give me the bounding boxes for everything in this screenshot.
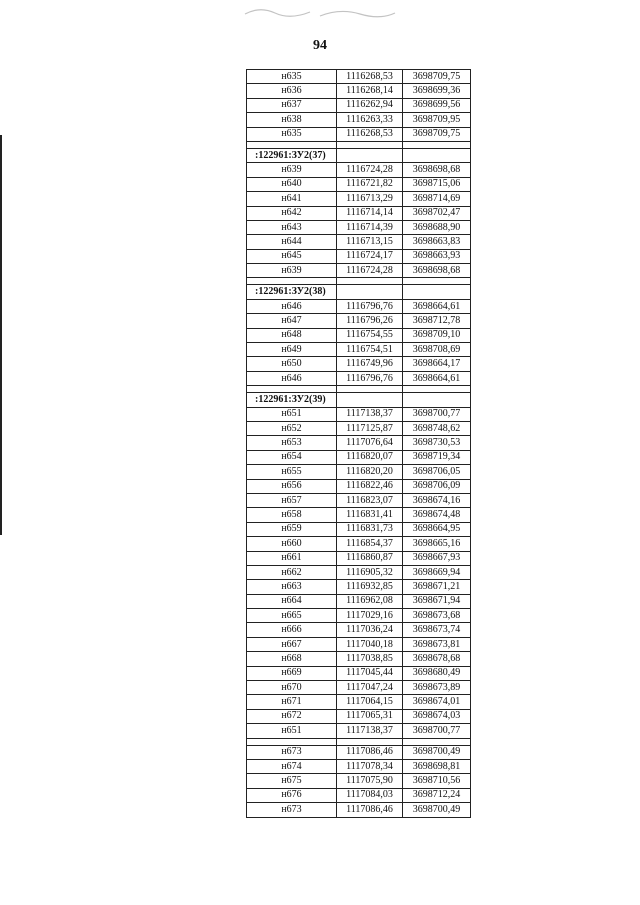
x-coordinate: 1116721,82 bbox=[337, 177, 403, 191]
y-coordinate: 3698700,77 bbox=[403, 407, 471, 421]
x-coordinate: 1116754,51 bbox=[337, 343, 403, 357]
plot-label: :122961:ЗУ2(37) bbox=[247, 148, 337, 162]
table-row bbox=[247, 357, 471, 371]
point-id: н673 bbox=[247, 745, 337, 759]
point-id: н646 bbox=[247, 299, 337, 313]
table-row bbox=[247, 249, 471, 263]
x-coordinate: 1116822,46 bbox=[337, 479, 403, 493]
x-coordinate: 1116263,33 bbox=[337, 113, 403, 127]
table-row bbox=[247, 479, 471, 493]
point-id: н643 bbox=[247, 220, 337, 234]
point-id: н664 bbox=[247, 594, 337, 608]
y-coordinate: 3698709,75 bbox=[403, 70, 471, 84]
empty-cell bbox=[337, 285, 403, 299]
y-coordinate: 3698700,49 bbox=[403, 803, 471, 817]
table-row bbox=[247, 465, 471, 479]
x-coordinate: 1117040,18 bbox=[337, 637, 403, 651]
plot-header-row bbox=[247, 393, 471, 407]
table-row bbox=[247, 264, 471, 278]
plot-label: :122961:ЗУ2(39) bbox=[247, 393, 337, 407]
x-coordinate: 1116724,28 bbox=[337, 163, 403, 177]
point-id: н670 bbox=[247, 681, 337, 695]
table-row bbox=[247, 328, 471, 342]
x-coordinate: 1117138,37 bbox=[337, 724, 403, 738]
table-row bbox=[247, 127, 471, 141]
table-row bbox=[247, 695, 471, 709]
table-row bbox=[247, 709, 471, 723]
point-id: н646 bbox=[247, 371, 337, 385]
page-number: 94 bbox=[313, 38, 327, 53]
empty-cell bbox=[337, 141, 403, 148]
table-row bbox=[247, 652, 471, 666]
y-coordinate: 3698709,75 bbox=[403, 127, 471, 141]
x-coordinate: 1116820,07 bbox=[337, 450, 403, 464]
empty-cell bbox=[247, 278, 337, 285]
x-coordinate: 1117038,85 bbox=[337, 652, 403, 666]
y-coordinate: 3698699,36 bbox=[403, 84, 471, 98]
spacer-row bbox=[247, 278, 471, 285]
table-row bbox=[247, 235, 471, 249]
y-coordinate: 3698748,62 bbox=[403, 421, 471, 435]
table-row bbox=[247, 666, 471, 680]
point-id: н672 bbox=[247, 709, 337, 723]
table-row bbox=[247, 580, 471, 594]
y-coordinate: 3698700,77 bbox=[403, 724, 471, 738]
empty-cell bbox=[403, 285, 471, 299]
table-row bbox=[247, 450, 471, 464]
y-coordinate: 3698674,03 bbox=[403, 709, 471, 723]
table-row bbox=[247, 803, 471, 817]
table-row bbox=[247, 681, 471, 695]
y-coordinate: 3698674,16 bbox=[403, 493, 471, 507]
table-row bbox=[247, 637, 471, 651]
empty-cell bbox=[337, 148, 403, 162]
point-id: н660 bbox=[247, 537, 337, 551]
y-coordinate: 3698673,89 bbox=[403, 681, 471, 695]
empty-cell bbox=[337, 393, 403, 407]
y-coordinate: 3698708,69 bbox=[403, 343, 471, 357]
point-id: н637 bbox=[247, 98, 337, 112]
coordinates-table bbox=[246, 69, 471, 818]
x-coordinate: 1116932,85 bbox=[337, 580, 403, 594]
point-id: н640 bbox=[247, 177, 337, 191]
y-coordinate: 3698674,48 bbox=[403, 508, 471, 522]
y-coordinate: 3698709,95 bbox=[403, 113, 471, 127]
y-coordinate: 3698671,21 bbox=[403, 580, 471, 594]
y-coordinate: 3698664,61 bbox=[403, 299, 471, 313]
x-coordinate: 1116831,73 bbox=[337, 522, 403, 536]
y-coordinate: 3698710,56 bbox=[403, 774, 471, 788]
x-coordinate: 1117084,03 bbox=[337, 788, 403, 802]
point-id: н671 bbox=[247, 695, 337, 709]
x-coordinate: 1117076,64 bbox=[337, 436, 403, 450]
y-coordinate: 3698715,06 bbox=[403, 177, 471, 191]
point-id: н652 bbox=[247, 421, 337, 435]
table-row bbox=[247, 113, 471, 127]
table-row bbox=[247, 299, 471, 313]
point-id: н654 bbox=[247, 450, 337, 464]
table-row bbox=[247, 407, 471, 421]
point-id: н659 bbox=[247, 522, 337, 536]
table-row bbox=[247, 508, 471, 522]
table-row bbox=[247, 522, 471, 536]
table-row bbox=[247, 609, 471, 623]
y-coordinate: 3698663,83 bbox=[403, 235, 471, 249]
y-coordinate: 3698674,01 bbox=[403, 695, 471, 709]
point-id: н639 bbox=[247, 264, 337, 278]
x-coordinate: 1117138,37 bbox=[337, 407, 403, 421]
x-coordinate: 1116714,14 bbox=[337, 206, 403, 220]
x-coordinate: 1116713,15 bbox=[337, 235, 403, 249]
point-id: н662 bbox=[247, 565, 337, 579]
y-coordinate: 3698706,05 bbox=[403, 465, 471, 479]
table-row bbox=[247, 436, 471, 450]
y-coordinate: 3698730,53 bbox=[403, 436, 471, 450]
y-coordinate: 3698671,94 bbox=[403, 594, 471, 608]
x-coordinate: 1117086,46 bbox=[337, 745, 403, 759]
point-id: н638 bbox=[247, 113, 337, 127]
y-coordinate: 3698678,68 bbox=[403, 652, 471, 666]
y-coordinate: 3698680,49 bbox=[403, 666, 471, 680]
spacer-row bbox=[247, 141, 471, 148]
x-coordinate: 1116905,32 bbox=[337, 565, 403, 579]
table-row bbox=[247, 343, 471, 357]
point-id: н675 bbox=[247, 774, 337, 788]
x-coordinate: 1116262,94 bbox=[337, 98, 403, 112]
point-id: н676 bbox=[247, 788, 337, 802]
plot-label: :122961:ЗУ2(38) bbox=[247, 285, 337, 299]
x-coordinate: 1116268,53 bbox=[337, 127, 403, 141]
point-id: н661 bbox=[247, 551, 337, 565]
x-coordinate: 1116268,14 bbox=[337, 84, 403, 98]
table-row bbox=[247, 220, 471, 234]
x-coordinate: 1116724,28 bbox=[337, 264, 403, 278]
table-row bbox=[247, 421, 471, 435]
x-coordinate: 1116724,17 bbox=[337, 249, 403, 263]
y-coordinate: 3698665,16 bbox=[403, 537, 471, 551]
table-row bbox=[247, 565, 471, 579]
y-coordinate: 3698709,10 bbox=[403, 328, 471, 342]
margin-rule bbox=[0, 135, 2, 535]
y-coordinate: 3698664,95 bbox=[403, 522, 471, 536]
spacer-row bbox=[247, 738, 471, 745]
x-coordinate: 1117125,87 bbox=[337, 421, 403, 435]
table-row bbox=[247, 314, 471, 328]
x-coordinate: 1117075,90 bbox=[337, 774, 403, 788]
point-id: н645 bbox=[247, 249, 337, 263]
point-id: н674 bbox=[247, 759, 337, 773]
point-id: н650 bbox=[247, 357, 337, 371]
x-coordinate: 1116860,87 bbox=[337, 551, 403, 565]
point-id: н655 bbox=[247, 465, 337, 479]
empty-cell bbox=[247, 738, 337, 745]
y-coordinate: 3698700,49 bbox=[403, 745, 471, 759]
y-coordinate: 3698702,47 bbox=[403, 206, 471, 220]
x-coordinate: 1117065,31 bbox=[337, 709, 403, 723]
table-row bbox=[247, 551, 471, 565]
y-coordinate: 3698712,24 bbox=[403, 788, 471, 802]
empty-cell bbox=[247, 386, 337, 393]
point-id: н656 bbox=[247, 479, 337, 493]
plot-header-row bbox=[247, 285, 471, 299]
x-coordinate: 1116754,55 bbox=[337, 328, 403, 342]
point-id: н666 bbox=[247, 623, 337, 637]
point-id: н636 bbox=[247, 84, 337, 98]
y-coordinate: 3698698,68 bbox=[403, 163, 471, 177]
y-coordinate: 3698673,68 bbox=[403, 609, 471, 623]
table-row bbox=[247, 98, 471, 112]
table-row bbox=[247, 206, 471, 220]
point-id: н653 bbox=[247, 436, 337, 450]
x-coordinate: 1116831,41 bbox=[337, 508, 403, 522]
empty-cell bbox=[337, 738, 403, 745]
y-coordinate: 3698698,68 bbox=[403, 264, 471, 278]
x-coordinate: 1116796,76 bbox=[337, 371, 403, 385]
point-id: н635 bbox=[247, 127, 337, 141]
point-id: н658 bbox=[247, 508, 337, 522]
table-row bbox=[247, 537, 471, 551]
y-coordinate: 3698688,90 bbox=[403, 220, 471, 234]
y-coordinate: 3698712,78 bbox=[403, 314, 471, 328]
table-row bbox=[247, 192, 471, 206]
x-coordinate: 1117047,24 bbox=[337, 681, 403, 695]
table-row bbox=[247, 493, 471, 507]
y-coordinate: 3698706,09 bbox=[403, 479, 471, 493]
x-coordinate: 1116796,26 bbox=[337, 314, 403, 328]
empty-cell bbox=[337, 386, 403, 393]
table-row bbox=[247, 371, 471, 385]
point-id: н647 bbox=[247, 314, 337, 328]
empty-cell bbox=[403, 148, 471, 162]
point-id: н649 bbox=[247, 343, 337, 357]
point-id: н651 bbox=[247, 724, 337, 738]
spacer-row bbox=[247, 386, 471, 393]
point-id: н644 bbox=[247, 235, 337, 249]
table-row bbox=[247, 759, 471, 773]
x-coordinate: 1117036,24 bbox=[337, 623, 403, 637]
table-row bbox=[247, 177, 471, 191]
point-id: н657 bbox=[247, 493, 337, 507]
scan-artifact bbox=[240, 4, 400, 24]
table-row bbox=[247, 84, 471, 98]
empty-cell bbox=[403, 141, 471, 148]
empty-cell bbox=[247, 141, 337, 148]
empty-cell bbox=[403, 393, 471, 407]
point-id: н668 bbox=[247, 652, 337, 666]
point-id: н642 bbox=[247, 206, 337, 220]
y-coordinate: 3698673,81 bbox=[403, 637, 471, 651]
y-coordinate: 3698669,94 bbox=[403, 565, 471, 579]
table-row bbox=[247, 788, 471, 802]
point-id: н663 bbox=[247, 580, 337, 594]
point-id: н673 bbox=[247, 803, 337, 817]
x-coordinate: 1116714,39 bbox=[337, 220, 403, 234]
y-coordinate: 3698664,17 bbox=[403, 357, 471, 371]
x-coordinate: 1117086,46 bbox=[337, 803, 403, 817]
point-id: н651 bbox=[247, 407, 337, 421]
empty-cell bbox=[403, 278, 471, 285]
empty-cell bbox=[337, 278, 403, 285]
x-coordinate: 1116962,08 bbox=[337, 594, 403, 608]
table-row bbox=[247, 594, 471, 608]
x-coordinate: 1116796,76 bbox=[337, 299, 403, 313]
point-id: н648 bbox=[247, 328, 337, 342]
x-coordinate: 1116820,20 bbox=[337, 465, 403, 479]
table-row bbox=[247, 70, 471, 84]
y-coordinate: 3698719,34 bbox=[403, 450, 471, 464]
table-row bbox=[247, 163, 471, 177]
point-id: н667 bbox=[247, 637, 337, 651]
y-coordinate: 3698699,56 bbox=[403, 98, 471, 112]
point-id: н639 bbox=[247, 163, 337, 177]
point-id: н635 bbox=[247, 70, 337, 84]
x-coordinate: 1117078,34 bbox=[337, 759, 403, 773]
x-coordinate: 1116823,07 bbox=[337, 493, 403, 507]
y-coordinate: 3698663,93 bbox=[403, 249, 471, 263]
y-coordinate: 3698673,74 bbox=[403, 623, 471, 637]
point-id: н669 bbox=[247, 666, 337, 680]
x-coordinate: 1116713,29 bbox=[337, 192, 403, 206]
table-row bbox=[247, 745, 471, 759]
y-coordinate: 3698714,69 bbox=[403, 192, 471, 206]
empty-cell bbox=[403, 386, 471, 393]
y-coordinate: 3698664,61 bbox=[403, 371, 471, 385]
table-row bbox=[247, 774, 471, 788]
y-coordinate: 3698667,93 bbox=[403, 551, 471, 565]
x-coordinate: 1117029,16 bbox=[337, 609, 403, 623]
x-coordinate: 1116749,96 bbox=[337, 357, 403, 371]
point-id: н665 bbox=[247, 609, 337, 623]
x-coordinate: 1116268,53 bbox=[337, 70, 403, 84]
y-coordinate: 3698698,81 bbox=[403, 759, 471, 773]
empty-cell bbox=[403, 738, 471, 745]
table-row bbox=[247, 724, 471, 738]
x-coordinate: 1117045,44 bbox=[337, 666, 403, 680]
x-coordinate: 1117064,15 bbox=[337, 695, 403, 709]
x-coordinate: 1116854,37 bbox=[337, 537, 403, 551]
table-row bbox=[247, 623, 471, 637]
plot-header-row bbox=[247, 148, 471, 162]
point-id: н641 bbox=[247, 192, 337, 206]
